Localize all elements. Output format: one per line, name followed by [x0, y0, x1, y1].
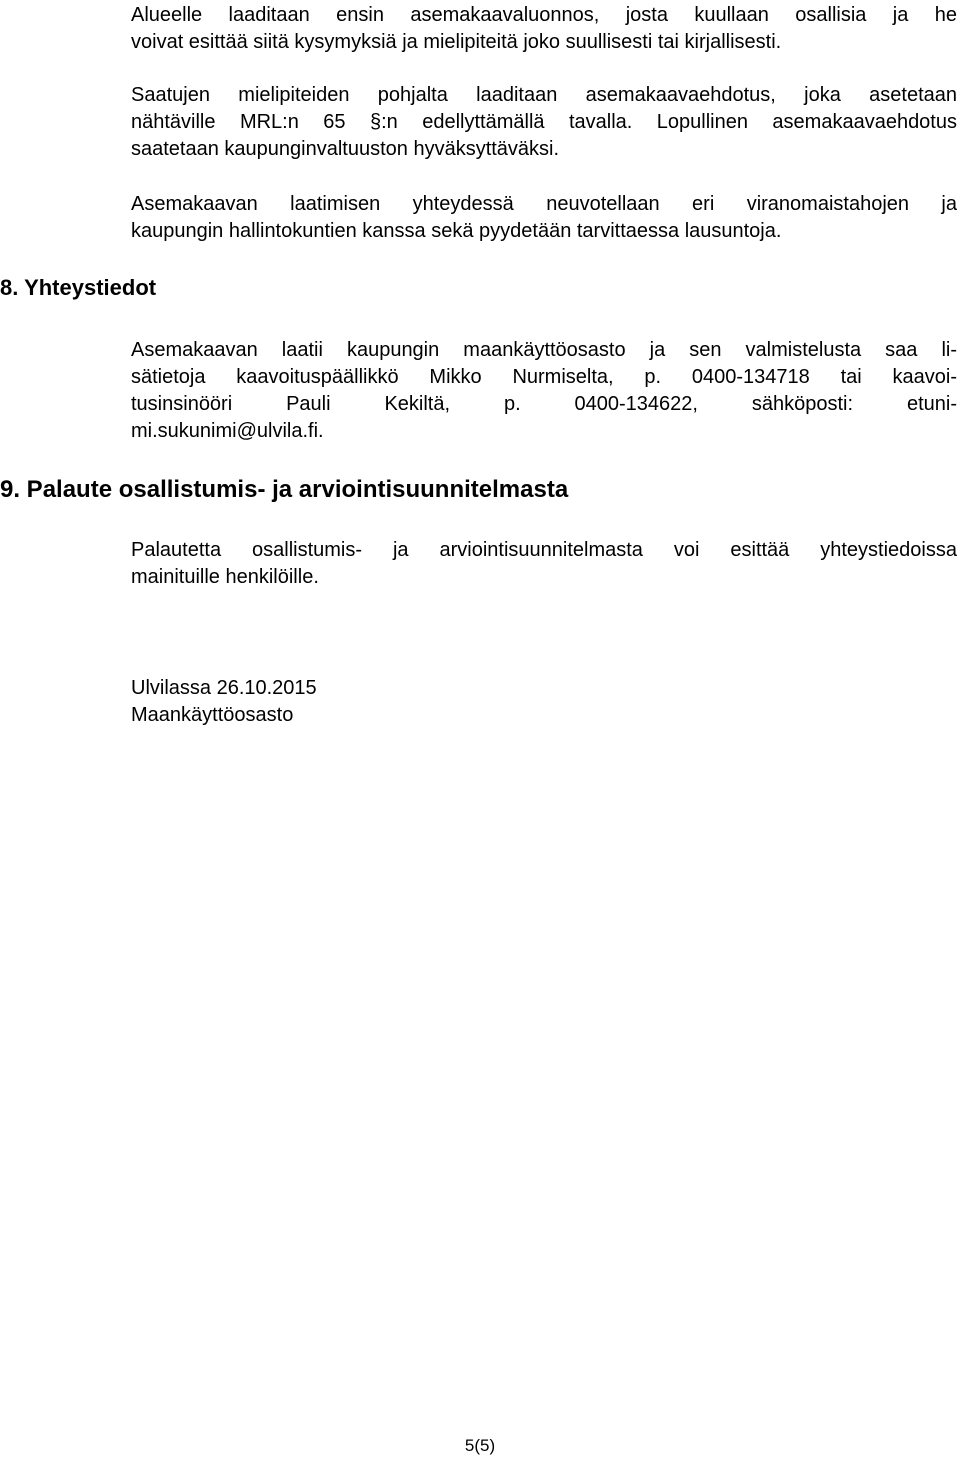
- text-line: Alueelle laaditaan ensin asemakaavaluonnos, josta kuullaan osallisia ja he: [131, 4, 957, 26]
- signature-department: Maankäyttöosasto: [131, 704, 294, 726]
- page-number: 5(5): [464, 1436, 496, 1455]
- text-line: nähtäville MRL:n 65 §:n edellyttämällä tavalla. Lopullinen asemakaavaehdotus: [131, 111, 957, 133]
- text-line: Saatujen mielipiteiden pohjalta laaditaan asemakaavaehdotus, joka asetetaan: [131, 84, 957, 106]
- text-line: tusinsinööri Pauli Kekiltä, p. 0400-134622, sähköposti: etuni-: [131, 393, 957, 415]
- text-line: Palautetta osallistumis- ja arviointisuunnitelmasta voi esittää yhteystiedoissa: [131, 539, 957, 561]
- paragraph-contact-info: [131, 337, 957, 445]
- text-line: kaupungin hallintokuntien kanssa sekä pyydetään tarvittaessa lausuntoja.: [131, 220, 782, 242]
- text-line: sätietoja kaavoituspäällikkö Mikko Nurmiselta, p. 0400-134718 tai kaavoi-: [131, 366, 957, 388]
- text-line: mi.sukunimi@ulvila.fi.: [131, 420, 324, 442]
- paragraph-hearing: [131, 2, 957, 56]
- signature-place-date: Ulvilassa 26.10.2015: [131, 677, 317, 699]
- text-line: Asemakaavan laatii kaupungin maankäyttöosasto ja sen valmistelusta saa li-: [131, 339, 957, 361]
- paragraph-feedback: [131, 537, 957, 591]
- paragraph-consultation: [131, 191, 957, 245]
- text-line: voivat esittää siitä kysymyksiä ja mielipiteitä joko suullisesti tai kirjallisesti.: [131, 31, 782, 53]
- text-line: Asemakaavan laatimisen yhteydessä neuvotellaan eri viranomaistahojen ja: [131, 193, 957, 215]
- section-heading-feedback: 9. Palaute osallistumis- ja arviointisuunnitelmasta: [0, 476, 569, 503]
- signature-block: [131, 675, 317, 729]
- section-heading-contact: 8. Yhteystiedot: [0, 275, 157, 300]
- text-line: saatetaan kaupunginvaltuuston hyväksyttäväksi.: [131, 138, 560, 160]
- paragraph-proposal: [131, 82, 957, 163]
- text-line: mainituille henkilöille.: [131, 566, 319, 588]
